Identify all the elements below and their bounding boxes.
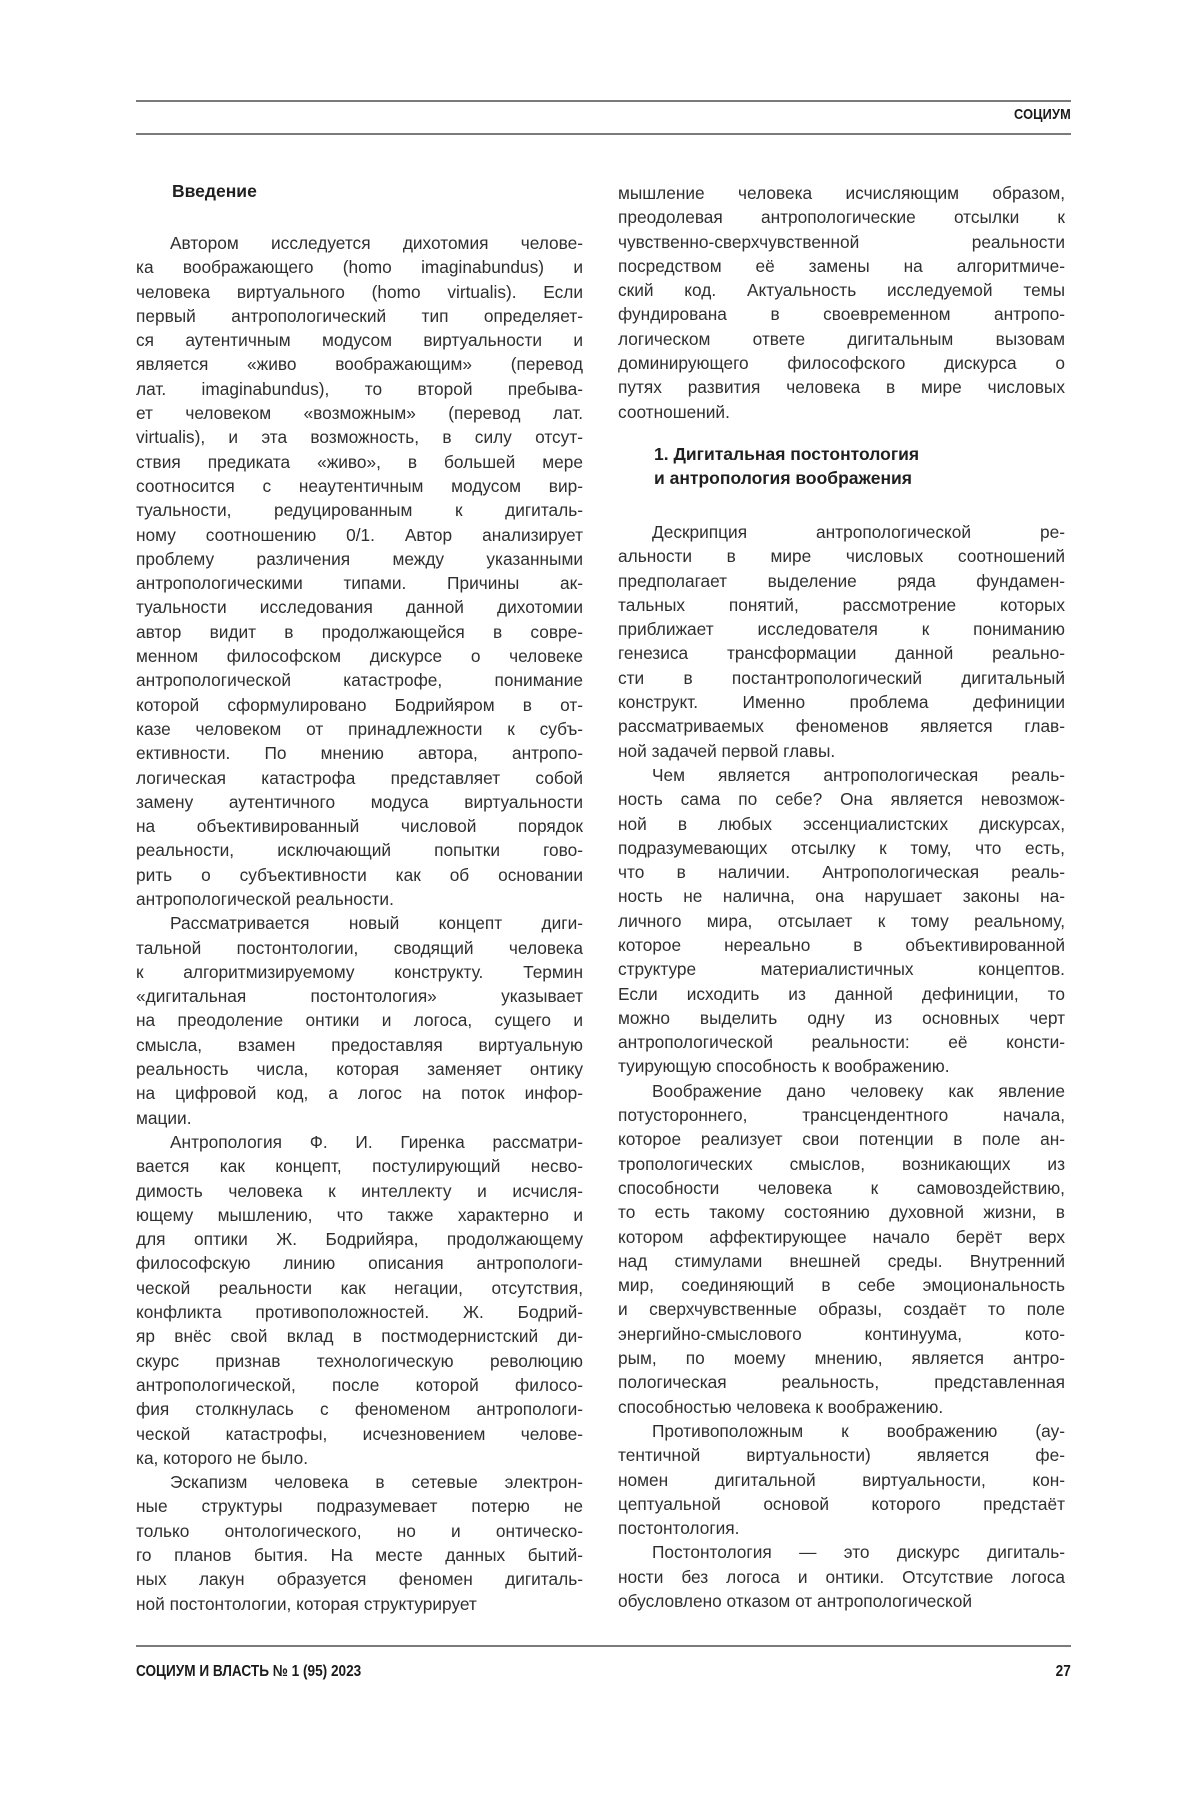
text-line: тропологических смыслов, возникающих из (618, 1152, 1065, 1176)
text-line: реальности, исключающий попытки гово- (136, 838, 583, 862)
text-line: конфликта противоположностей. Ж. Бодрий- (136, 1300, 583, 1324)
text-line: является «живо воображающим» (перевод (136, 352, 583, 376)
text-line: мации. (136, 1106, 583, 1130)
paragraph (136, 231, 583, 911)
text-line: ные структуры подразумевает потерю не (136, 1494, 583, 1518)
text-line: ющему мышлению, что также характерно и (136, 1203, 583, 1227)
text-line: ка воображающего (homo imaginabundus) и (136, 255, 583, 279)
text-line: первый антропологический тип определяет- (136, 304, 583, 328)
text-line: тальных понятий, рассмотрение которых (618, 593, 1065, 617)
paragraph (618, 181, 1065, 424)
left-column (136, 179, 583, 1616)
text-line: антропологической реальности: её консти- (618, 1030, 1065, 1054)
text-line: рым, по моему мнению, является антро- (618, 1346, 1065, 1370)
text-line: пологическая реальность, представленная (618, 1370, 1065, 1394)
text-line: философскую линию описания антропологи- (136, 1251, 583, 1275)
text-line: постонтология. (618, 1516, 1065, 1540)
text-line: антропологической реальности. (136, 887, 583, 911)
text-line: то есть такому состоянию духовной жизни, в (618, 1200, 1065, 1224)
text-line: virtualis), и эта возможность, в силу отсут- (136, 425, 583, 449)
text-line: предполагает выделение ряда фундамен- (618, 569, 1065, 593)
text-line: ной постонтологии, которая структурирует (136, 1592, 583, 1616)
header-rule-top (136, 100, 1071, 102)
text-line: проблему различения между указанными (136, 547, 583, 571)
section-heading-line: и антропология воображения (618, 466, 1065, 490)
text-line: что в наличии. Антропологическая реаль- (618, 860, 1065, 884)
text-line: к алгоритмизируемому конструкту. Термин (136, 960, 583, 984)
text-line: ность не налична, она нарушает законы на- (618, 884, 1065, 908)
text-line: над стимулами внешней среды. Внутренний (618, 1249, 1065, 1273)
text-line: антропологическими типами. Причины ак- (136, 571, 583, 595)
header-rule-bottom (136, 133, 1071, 135)
text-line: Дескрипция антропологической ре- (618, 520, 1065, 544)
paragraph (618, 1079, 1065, 1419)
text-line: ности без логоса и онтики. Отсутствие логоса (618, 1565, 1065, 1589)
text-line: ной в любых эссенциалистских дискурсах, (618, 812, 1065, 836)
paragraph (618, 520, 1065, 763)
text-line: соотносится с неаутентичным модусом вир- (136, 474, 583, 498)
text-line: Если исходить из данной дефиниции, то (618, 982, 1065, 1006)
text-line: менном философском дискурсе о человеке (136, 644, 583, 668)
text-line: тальной постонтологии, сводящий человека (136, 936, 583, 960)
section-heading-line: 1. Дигитальная постонтология (618, 442, 1065, 466)
text-line: ся аутентичным модусом виртуальности и (136, 328, 583, 352)
text-line: Воображение дано человеку как явление (618, 1079, 1065, 1103)
text-line: рассматриваемых феноменов является глав- (618, 714, 1065, 738)
text-line: мир, соединяющий в себе эмоциональность (618, 1273, 1065, 1297)
text-line: и сверхчувственные образы, создаёт то поле (618, 1297, 1065, 1321)
text-line: посредством её замены на алгоритмиче- (618, 254, 1065, 278)
text-line: котором аффектирующее начало берёт верх (618, 1225, 1065, 1249)
text-line: путях развития человека в мире числовых (618, 375, 1065, 399)
text-line: ческой реальности как негации, отсутствия, (136, 1276, 583, 1300)
section-heading-introduction: Введение (136, 179, 583, 203)
text-line: которое реализует свои потенции в поле ан- (618, 1127, 1065, 1151)
text-line: туирующую способность к воображению. (618, 1054, 1065, 1078)
page-number: 27 (1056, 1663, 1071, 1681)
text-line: Чем является антропологическая реаль- (618, 763, 1065, 787)
text-line: только онтологического, но и онтическо- (136, 1519, 583, 1543)
text-line: обусловлено отказом от антропологической (618, 1589, 1065, 1613)
journal-issue: СОЦИУМ И ВЛАСТЬ № 1 (95) 2023 (136, 1663, 361, 1681)
text-line: антропологической катастрофе, понимание (136, 668, 583, 692)
text-line: Постонтология — это дискурс дигиталь- (618, 1540, 1065, 1564)
text-line: димость человека к интеллекту и исчисля- (136, 1179, 583, 1203)
text-line: ных лакун образуется феномен дигиталь- (136, 1567, 583, 1591)
running-header: СОЦИУМ (1014, 106, 1071, 123)
text-line: казе человеком от принадлежности к субъ- (136, 717, 583, 741)
text-line: которое нереально в объективированной (618, 933, 1065, 957)
text-line: яр внёс свой вклад в постмодернистский ди- (136, 1324, 583, 1348)
text-line: ка, которого не было. (136, 1446, 583, 1470)
section-heading (618, 442, 1065, 491)
text-line: энергийно-смыслового континуума, кото- (618, 1322, 1065, 1346)
text-line: которой сформулировано Бодрийяром в от- (136, 693, 583, 717)
text-line: ной задачей первой главы. (618, 739, 1065, 763)
text-line: можно выделить одну из основных черт (618, 1006, 1065, 1030)
text-line: рить о субъективности как об основании (136, 863, 583, 887)
paragraph (618, 1419, 1065, 1540)
right-column (618, 181, 1065, 1613)
paragraph (136, 911, 583, 1130)
text-line: мышление человека исчисляющим образом, (618, 181, 1065, 205)
text-line: доминирующего философского дискурса о (618, 351, 1065, 375)
text-line: смысла, взамен предоставляя виртуальную (136, 1033, 583, 1057)
text-line: ский код. Актуальность исследуемой темы (618, 278, 1065, 302)
text-line: ческой катастрофы, исчезновением челове- (136, 1422, 583, 1446)
text-line: «дигитальная постонтология» указывает (136, 984, 583, 1008)
text-line: ективности. По мнению автора, антропо- (136, 741, 583, 765)
text-line: лат. imaginabundus), то второй пребыва- (136, 377, 583, 401)
text-line: автор видит в продолжающейся в совре- (136, 620, 583, 644)
text-line: на цифровой код, а логос на поток инфор- (136, 1081, 583, 1105)
text-line: ствия предиката «живо», в большей мере (136, 450, 583, 474)
text-line: цептуальной основой которого предстаёт (618, 1492, 1065, 1516)
text-line: вается как концепт, постулирующий несво- (136, 1154, 583, 1178)
text-line: Антропология Ф. И. Гиренка рассматри- (136, 1130, 583, 1154)
text-line: подразумевающих отсылку к тому, что есть, (618, 836, 1065, 860)
footer-rule (136, 1645, 1071, 1647)
text-line: соотношений. (618, 400, 1065, 424)
text-line: генезиса трансформации данной реально- (618, 641, 1065, 665)
text-line: структуре материалистичных концептов. (618, 957, 1065, 981)
text-line: человека виртуального (homo virtualis). Если (136, 280, 583, 304)
text-line: конструкт. Именно проблема дефиниции (618, 690, 1065, 714)
text-line: личного мира, отсылает к тому реальному, (618, 909, 1065, 933)
text-line: го планов бытия. На месте данных бытий- (136, 1543, 583, 1567)
text-line: антропологической, после которой филосо- (136, 1373, 583, 1397)
text-line: замену аутентичного модуса виртуальности (136, 790, 583, 814)
text-line: сти в постантропологический дигитальный (618, 666, 1065, 690)
text-line: Рассматривается новый концепт диги- (136, 911, 583, 935)
text-line: Противоположным к воображению (ау- (618, 1419, 1065, 1443)
text-line: способности человека к самовоздействию, (618, 1176, 1065, 1200)
text-line: тентичной виртуальности) является фе- (618, 1443, 1065, 1467)
text-line: номен дигитальной виртуальности, кон- (618, 1468, 1065, 1492)
paragraph (618, 763, 1065, 1079)
text-line: туальности исследования данной дихотомии (136, 595, 583, 619)
paragraph (136, 1470, 583, 1616)
text-line: ность сама по себе? Она является невозмож- (618, 787, 1065, 811)
text-line: фия столкнулась с феноменом антропологи- (136, 1397, 583, 1421)
text-line: туальности, редуцированным к дигиталь- (136, 498, 583, 522)
text-line: логическая катастрофа представляет собой (136, 766, 583, 790)
text-line: альности в мире числовых соотношений (618, 544, 1065, 568)
text-line: потустороннего, трансцендентного начала, (618, 1103, 1065, 1127)
text-line: реальность числа, которая заменяет онтику (136, 1057, 583, 1081)
paragraph (136, 1130, 583, 1470)
text-line: ному соотношению 0/1. Автор анализирует (136, 523, 583, 547)
text-line: ет человеком «возможным» (перевод лат. (136, 401, 583, 425)
text-line: Эскапизм человека в сетевые электрон- (136, 1470, 583, 1494)
text-line: фундирована в своевременном антропо- (618, 302, 1065, 326)
text-line: чувственно-сверхчувственной реальности (618, 230, 1065, 254)
text-line: способностью человека к воображению. (618, 1395, 1065, 1419)
text-line: Автором исследуется дихотомия челове- (136, 231, 583, 255)
text-line: скурс признав технологическую революцию (136, 1349, 583, 1373)
text-line: преодолевая антропологические отсылки к (618, 205, 1065, 229)
text-line: для оптики Ж. Бодрийяра, продолжающему (136, 1227, 583, 1251)
text-line: на преодоление онтики и логоса, сущего и (136, 1008, 583, 1032)
text-line: на объективированный числовой порядок (136, 814, 583, 838)
paragraph (618, 1540, 1065, 1613)
text-line: приближает исследователя к пониманию (618, 617, 1065, 641)
text-line: логическом ответе дигитальным вызовам (618, 327, 1065, 351)
